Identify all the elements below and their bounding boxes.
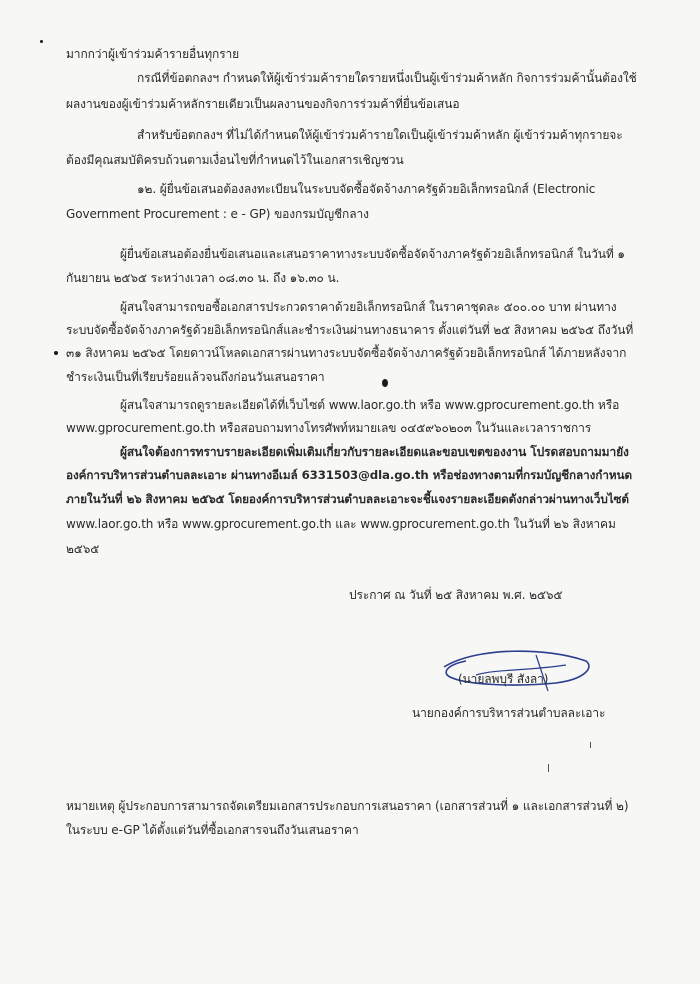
text-line-1: มากกว่าผู้เข้าร่วมค้ารายอื่นทุกราย: [66, 47, 240, 61]
text-line-3: ผลงานของผู้เข้าร่วมค้าหลักรายเดียวเป็นผลงานของกิจการร่วมค้าที่ยื่นข้อเสนอ: [66, 97, 460, 111]
purchase-line-2: ระบบจัดซื้อจัดจ้างภาครัฐด้วยอิเล็กทรอนิกส์และชำระเงินผ่านทางธนาคาร ตั้งแต่วันที่ ๒๕ สิงหาคม ๒๕๖๕ ถึงวันที่: [66, 323, 634, 337]
purchase-line-3: ๓๑ สิงหาคม ๒๕๖๕ โดยดาวน์โหลดเอกสารผ่านทางระบบจัดซื้อจัดจ้างภาครัฐด้วยอิเล็กทรอนิกส์ ได้ภายหลังจาก: [66, 346, 627, 360]
signer-title: นายกองค์การบริหารส่วนตำบลละเอาะ: [412, 706, 606, 720]
scan-mark: [548, 764, 549, 772]
note-line-2: ในระบบ e-GP ได้ตั้งแต่วันที่ซื้อเอกสารจนถึงวันเสนอราคา: [66, 823, 359, 837]
announcement-date: ประกาศ ณ วันที่ ๒๕ สิงหาคม พ.ศ. ๒๕๖๕: [349, 588, 563, 602]
inquiry-line-1: ผู้สนใจต้องการทราบรายละเอียดเพิ่มเติมเกี่ยวกับรายละเอียดและขอบเขตของงาน โปรดสอบถามมายัง: [120, 445, 629, 459]
ink-blot: [382, 379, 388, 387]
signature-block: [436, 645, 596, 705]
website-line-1: ผู้สนใจสามารถดูรายละเอียดได้ที่เว็บไซต์ www.laor.go.th หรือ www.gprocurement.go.th หรือ: [120, 398, 620, 412]
purchase-line-4: ชำระเงินเป็นที่เรียบร้อยแล้วจนถึงก่อนวันเสนอราคา: [66, 370, 325, 384]
clause-12-line-1: ๑๒. ผู้ยื่นข้อเสนอต้องลงทะเบียนในระบบจัดซื้อจัดจ้างภาครัฐด้วยอิเล็กทรอนิกส์ (Electronic: [137, 182, 596, 196]
note-line-1: หมายเหตุ ผู้ประกอบการสามารถจัดเตรียมเอกสารประกอบการเสนอราคา (เอกสารส่วนที่ ๑ และเอกสารส่วนที่ ๒): [66, 799, 629, 813]
scan-mark: [590, 742, 591, 748]
inquiry-line-3: ภายในวันที่ ๒๖ สิงหาคม ๒๕๖๕ โดยองค์การบริหารส่วนตำบลละเอาะจะชี้แจงรายละเอียดดังกล่าวผ่านทางเว็บไซต์: [66, 492, 629, 506]
inquiry-line-5: ๒๕๖๕: [66, 542, 100, 556]
inquiry-line-2: องค์การบริหารส่วนตำบลละเอาะ ผ่านทางอีเมล์ 6331503@dla.go.th หรือช่องทางตามที่กรมบัญชีกลางกำหนด: [66, 468, 632, 482]
margin-bullet: [54, 351, 58, 355]
text-line-2: กรณีที่ข้อตกลงฯ กำหนดให้ผู้เข้าร่วมค้ารายใดรายหนึ่งเป็นผู้เข้าร่วมค้าหลัก กิจการร่วมค้านั้นต้องใช้: [137, 71, 637, 85]
signer-name: (นายลพบุรี สังลา): [458, 672, 549, 686]
text-line-4: สำหรับข้อตกลงฯ ที่ไม่ได้กำหนดให้ผู้เข้าร่วมค้ารายใดเป็นผู้เข้าร่วมค้าหลัก ผู้เข้าร่วมค้าทุกรายจะ: [137, 128, 623, 142]
inquiry-line-4: www.laor.go.th หรือ www.gprocurement.go.th และ www.gprocurement.go.th ในวันที่ ๒๖ สิงหาคม: [66, 517, 616, 531]
purchase-line-1: ผู้สนใจสามารถขอซื้อเอกสารประกวดราคาด้วยอิเล็กทรอนิกส์ ในราคาชุดละ ๕๐๐.๐๐ บาท ผ่านทาง: [120, 300, 617, 314]
submission-line-1: ผู้ยื่นข้อเสนอต้องยื่นข้อเสนอและเสนอราคาทางระบบจัดซื้อจัดจ้างภาครัฐด้วยอิเล็กทรอนิกส์ ในวันที่ ๑: [120, 247, 625, 261]
text-line-5: ต้องมีคุณสมบัติครบถ้วนตามเงื่อนไขที่กำหนดไว้ในเอกสารเชิญชวน: [66, 153, 404, 167]
scan-speck: [40, 40, 43, 43]
submission-line-2: กันยายน ๒๕๖๕ ระหว่างเวลา ๐๘.๓๐ น. ถึง ๑๖.๓๐ น.: [66, 271, 340, 285]
clause-12-line-2: Government Procurement : e - GP) ของกรมบัญชีกลาง: [66, 207, 369, 221]
website-line-2: www.gprocurement.go.th หรือสอบถามทางโทรศัพท์หมายเลข ๐๔๕๙๖๐๒๐๓ ในวันและเวลาราชการ: [66, 421, 592, 435]
